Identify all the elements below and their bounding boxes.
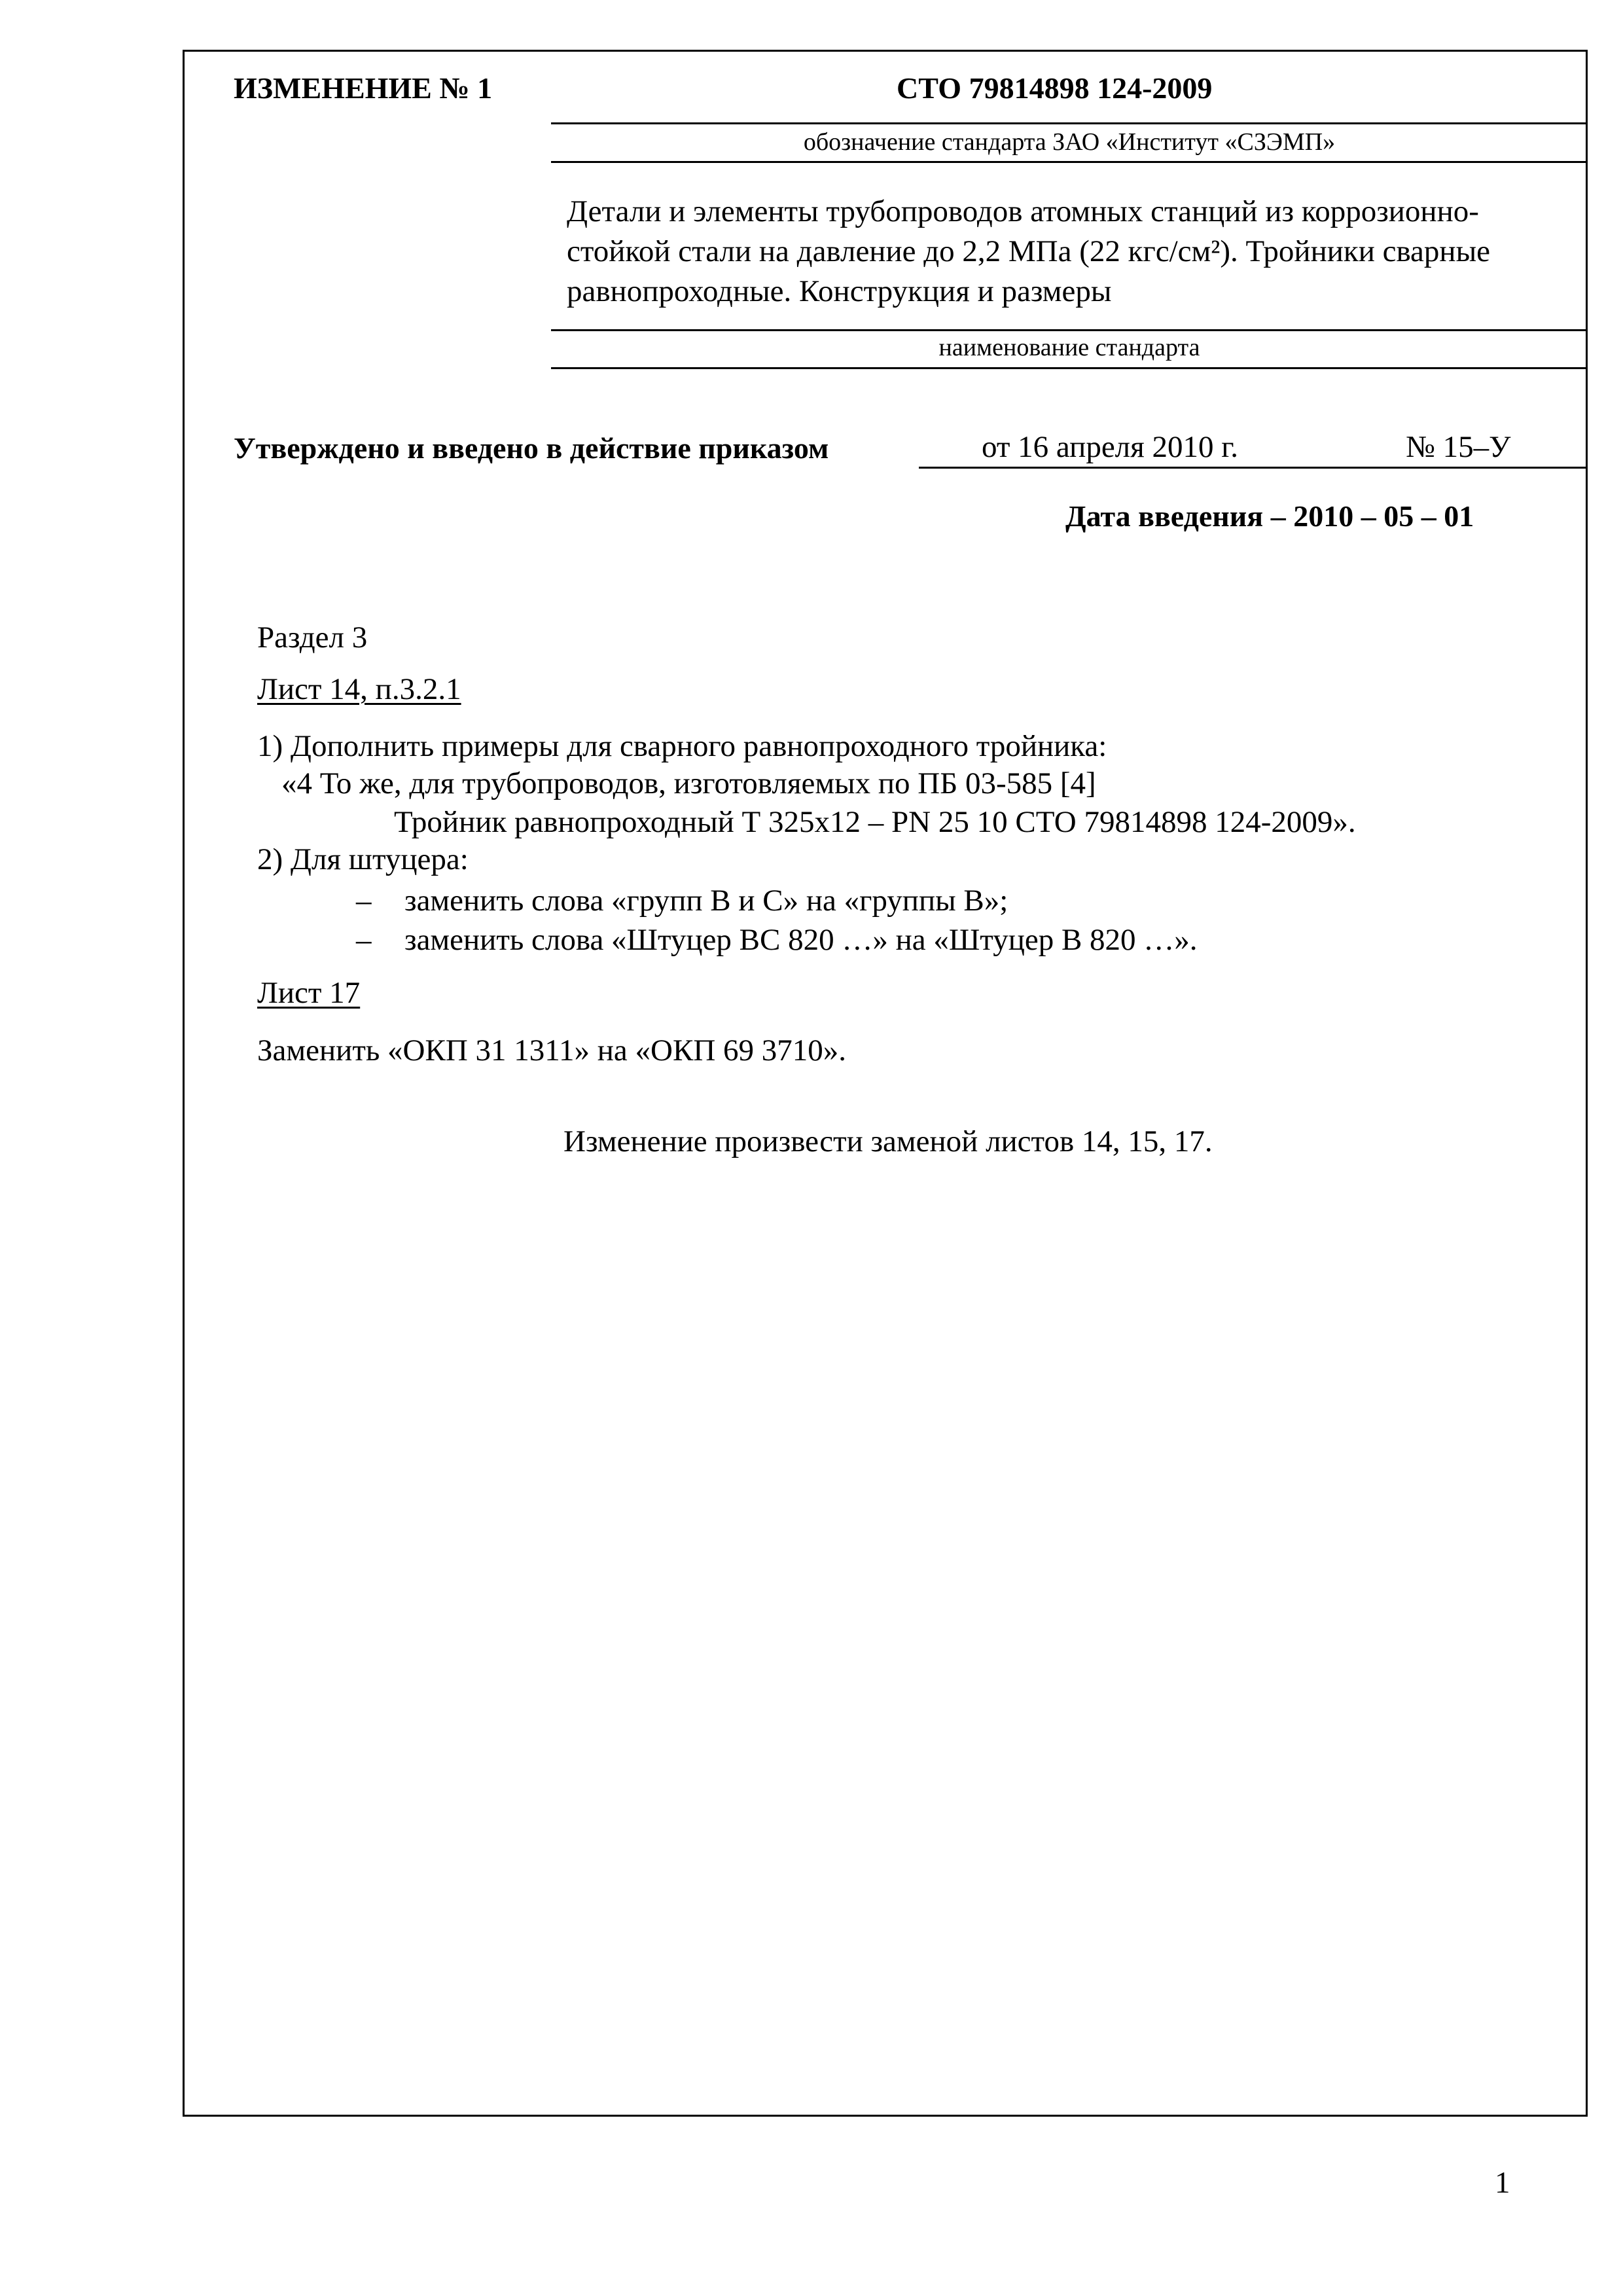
- item-1: 1) Дополнить примеры для сварного равнопроходного тройника:: [257, 729, 1107, 763]
- approval-date: от 16 апреля 2010 г.: [982, 430, 1238, 464]
- dash-1: –: [356, 884, 372, 918]
- sheet-14-heading: Лист 14, п.3.2.1: [257, 672, 461, 706]
- item-1-designation: Тройник равнопроходный Т 325х12 – PN 25 10 СТО 79814898 124-2009».: [394, 805, 1356, 839]
- final-note: Изменение произвести заменой листов 14, 15, 17.: [563, 1124, 1213, 1158]
- item-2-sub-1: заменить слова «групп В и С» на «группы В»;: [404, 884, 1008, 918]
- title-caption-line: [551, 367, 1588, 369]
- sheet-17-heading: Лист 17: [257, 976, 361, 1010]
- code-underline: [551, 122, 1588, 124]
- approval-number: № 15–У: [1406, 430, 1511, 464]
- item-2: 2) Для штуцера:: [257, 842, 469, 876]
- page-number: 1: [1495, 2166, 1510, 2200]
- title-caption: наименование стандарта: [938, 334, 1200, 361]
- dash-2: –: [356, 923, 372, 957]
- change-label: ИЗМЕНЕНИЕ № 1: [234, 71, 493, 105]
- item-1-example: «4 То же, для трубопроводов, изготовляемых по ПБ 03-585 [4]: [281, 766, 1096, 800]
- item-2-sub-2: заменить слова «Штуцер ВС 820 …» на «Штуцер В 820 …».: [404, 923, 1198, 957]
- effective-date: Дата введения – 2010 – 05 – 01: [1065, 499, 1474, 533]
- standard-code: СТО 79814898 124-2009: [897, 71, 1213, 105]
- standard-title: Детали и элементы трубопроводов атомных станций из коррозионно-стойкой стали на давление до 2,2 МПа (22 кгс/см²). Тройники сварные равнопроходные. Конструкция и размеры: [567, 194, 1491, 308]
- code-caption-line: [551, 161, 1588, 163]
- title-underline: [551, 329, 1588, 331]
- code-caption: обозначение стандарта ЗАО «Институт «СЗЭМП»: [803, 128, 1336, 156]
- section-heading: Раздел 3: [257, 620, 368, 655]
- approval-underline: [919, 467, 1588, 469]
- replace-okp: Заменить «ОКП 31 1311» на «ОКП 69 3710».: [257, 1033, 847, 1067]
- approval-label: Утверждено и введено в действие приказом: [234, 431, 829, 465]
